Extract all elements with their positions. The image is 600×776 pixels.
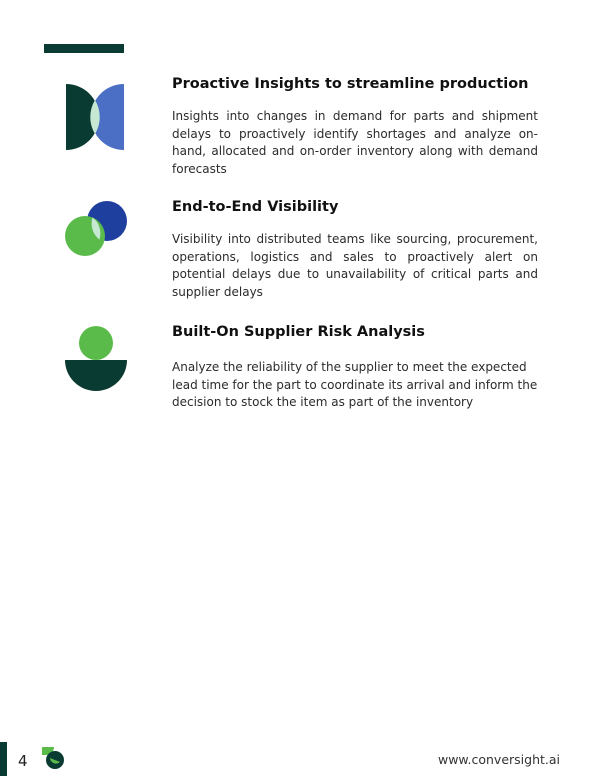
page-number: 4: [18, 752, 28, 770]
section-body-supplier-risk: Analyze the reliability of the supplier to meet the expected lead time for the part to coordinate its arrival and inform the decision to stock the item as part of the inventory: [172, 360, 538, 410]
conversight-logo-icon: [40, 745, 66, 774]
section-body-end-to-end-visibility: Visibility into distributed teams like sourcing, procurement, operations, logistics and sales to proactively alert on potential delays due to unavailability of critical parts and supplier delays: [172, 232, 538, 299]
section-title-end-to-end-visibility: End-to-End Visibility: [172, 199, 339, 215]
header-accent-bar: [44, 44, 124, 53]
half-circles-icon: [66, 84, 126, 157]
overlapping-circles-icon: [64, 201, 128, 264]
section-title-proactive-insights: Proactive Insights to streamline production: [172, 76, 529, 92]
section-body-proactive-insights: Insights into changes in demand for parts and shipment delays to proactively identify shortages and analyze on-hand, allocated and on-order inventory along with demand forecasts: [172, 109, 538, 176]
circle-over-bowl-icon: [65, 326, 127, 397]
footer-accent-strip: [0, 742, 7, 776]
section-title-supplier-risk: Built-On Supplier Risk Analysis: [172, 324, 425, 340]
footer-website-url: www.conversight.ai: [437, 752, 560, 767]
